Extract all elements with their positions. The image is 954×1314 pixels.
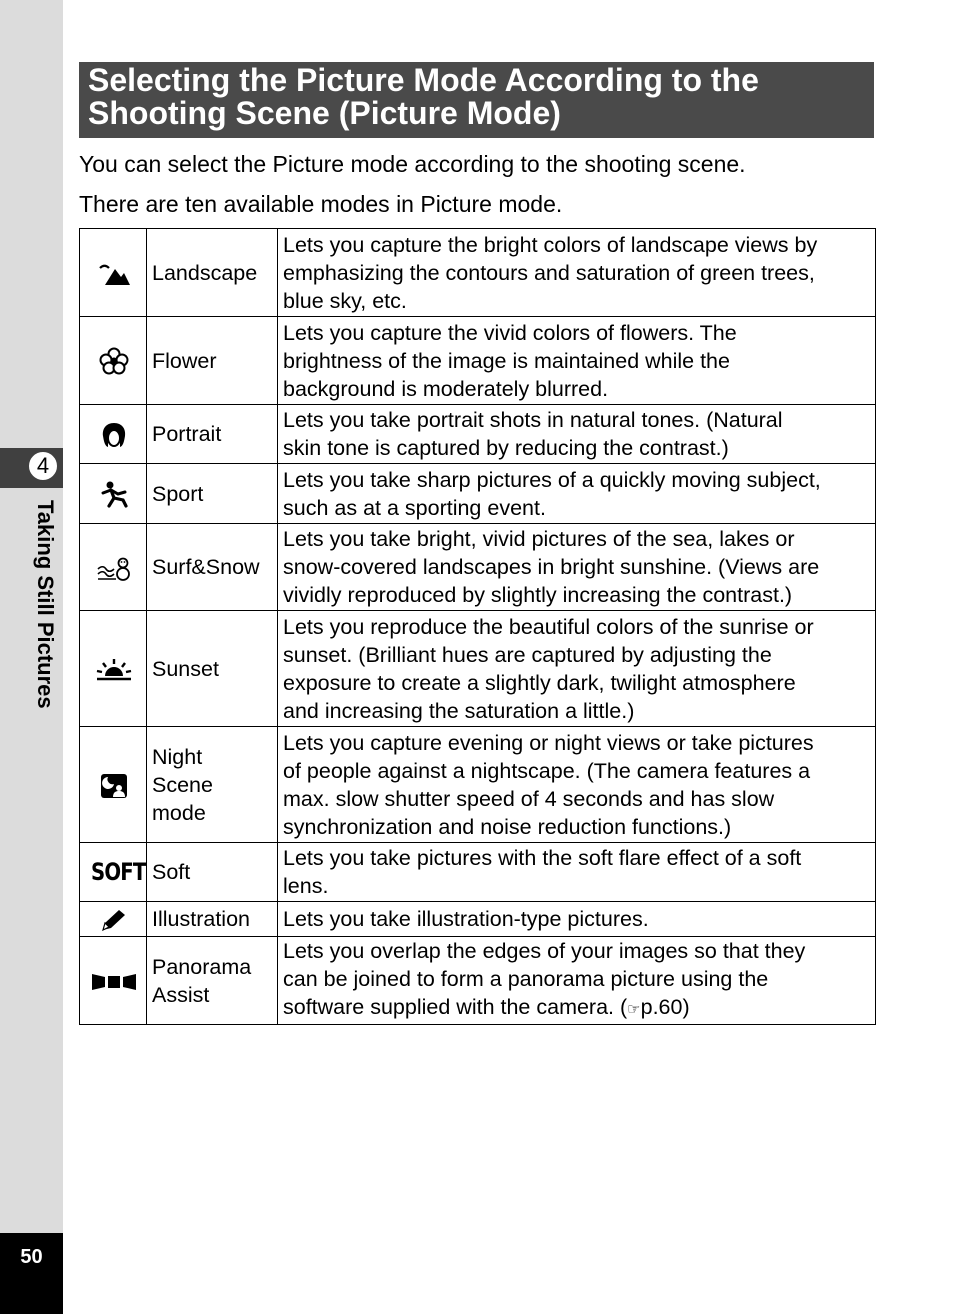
table-row [80, 229, 876, 317]
mode-description: Lets you take pictures with the soft flare effect of a soft lens. [278, 843, 876, 902]
mode-icon-cell [80, 464, 147, 524]
section-heading [88, 64, 865, 130]
mode-icon-cell [80, 843, 147, 902]
mode-name: Illustration [147, 902, 278, 937]
mode-icon-cell [80, 524, 147, 611]
soft-icon: SOFT [90, 857, 146, 886]
table-row [80, 405, 876, 464]
table-row [80, 902, 876, 937]
intro-line-1: You can select the Picture mode according to the shooting scene. [79, 151, 746, 177]
mode-name: Landscape [147, 229, 278, 317]
mode-name: Soft [147, 843, 278, 902]
mode-description: Lets you capture the bright colors of landscape views by emphasizing the contours and saturation of green trees, blue sky, etc. [278, 229, 876, 317]
mode-description: Lets you take sharp pictures of a quickly moving subject, such as at a sporting event. [278, 464, 876, 524]
panorama-icon [91, 971, 137, 993]
mode-name: Sport [147, 464, 278, 524]
mode-icon-cell [80, 405, 147, 464]
mode-description: Lets you capture evening or night views or take pictures of people against a nightscape. (The camera features a max. slow shutter speed of 4 seconds and has slow synchronization and noise reduction functions.) [278, 727, 876, 843]
picture-mode-table [79, 228, 876, 1025]
mode-icon-cell [80, 902, 147, 937]
table-row [80, 524, 876, 611]
mode-description: Lets you capture the vivid colors of flowers. The brightness of the image is maintained while the background is moderately blurred. [278, 317, 876, 405]
table-row [80, 937, 876, 1025]
landscape-icon [97, 261, 131, 287]
table-row [80, 727, 876, 843]
mode-icon-cell [80, 229, 147, 317]
chapter-title: Taking Still Pictures [33, 500, 58, 709]
section-heading-line-1: Selecting the Picture Mode According to the [88, 62, 759, 98]
portrait-icon [100, 421, 128, 449]
section-heading-bar [79, 62, 874, 138]
intro-line-2: There are ten available modes in Picture mode. [79, 191, 563, 217]
mode-name: Flower [147, 317, 278, 405]
mode-name: Panorama Assist [147, 937, 278, 1025]
mode-icon-cell [80, 727, 147, 843]
mode-description: Lets you overlap the edges of your images so that they can be joined to form a panorama picture using the software supplied with the camera. (☞p.60) [278, 937, 876, 1025]
mode-name: Surf&Snow [147, 524, 278, 611]
page-reference-icon: ☞ [627, 1001, 641, 1018]
chapter-number: 4 [27, 450, 59, 482]
mode-description: Lets you take portrait shots in natural tones. (Natural skin tone is captured by reducing the contrast.) [278, 405, 876, 464]
table-row [80, 611, 876, 727]
sport-icon [99, 480, 129, 508]
section-heading-line-2: Shooting Scene (Picture Mode) [88, 95, 561, 131]
mode-name: Portrait [147, 405, 278, 464]
page-reference-link[interactable]: p.60) [640, 995, 690, 1019]
mode-description: Lets you reproduce the beautiful colors of the sunrise or sunset. (Brilliant hues are captured by adjusting the exposure to create a slightly dark, twilight atmosphere and increasing the saturation a little.) [278, 611, 876, 727]
mode-name: Night Scene mode [147, 727, 278, 843]
page-number: 50 [20, 1246, 43, 1268]
sunset-icon [95, 657, 133, 683]
night-scene-icon [100, 773, 128, 799]
mode-description: Lets you take illustration-type pictures. [278, 902, 876, 937]
mode-icon-cell [80, 317, 147, 405]
table-row [80, 843, 876, 902]
table-row [80, 464, 876, 524]
mode-description: Lets you take bright, vivid pictures of the sea, lakes or snow-covered landscapes in bright sunshine. (Views are vividly reproduced by slightly increasing the contrast.) [278, 524, 876, 611]
table-row [80, 317, 876, 405]
illustration-icon [100, 908, 128, 932]
mode-name: Sunset [147, 611, 278, 727]
mode-icon-cell [80, 937, 147, 1025]
mode-icon-cell [80, 611, 147, 727]
surf-snow-icon [96, 555, 132, 581]
flower-icon [98, 347, 130, 375]
